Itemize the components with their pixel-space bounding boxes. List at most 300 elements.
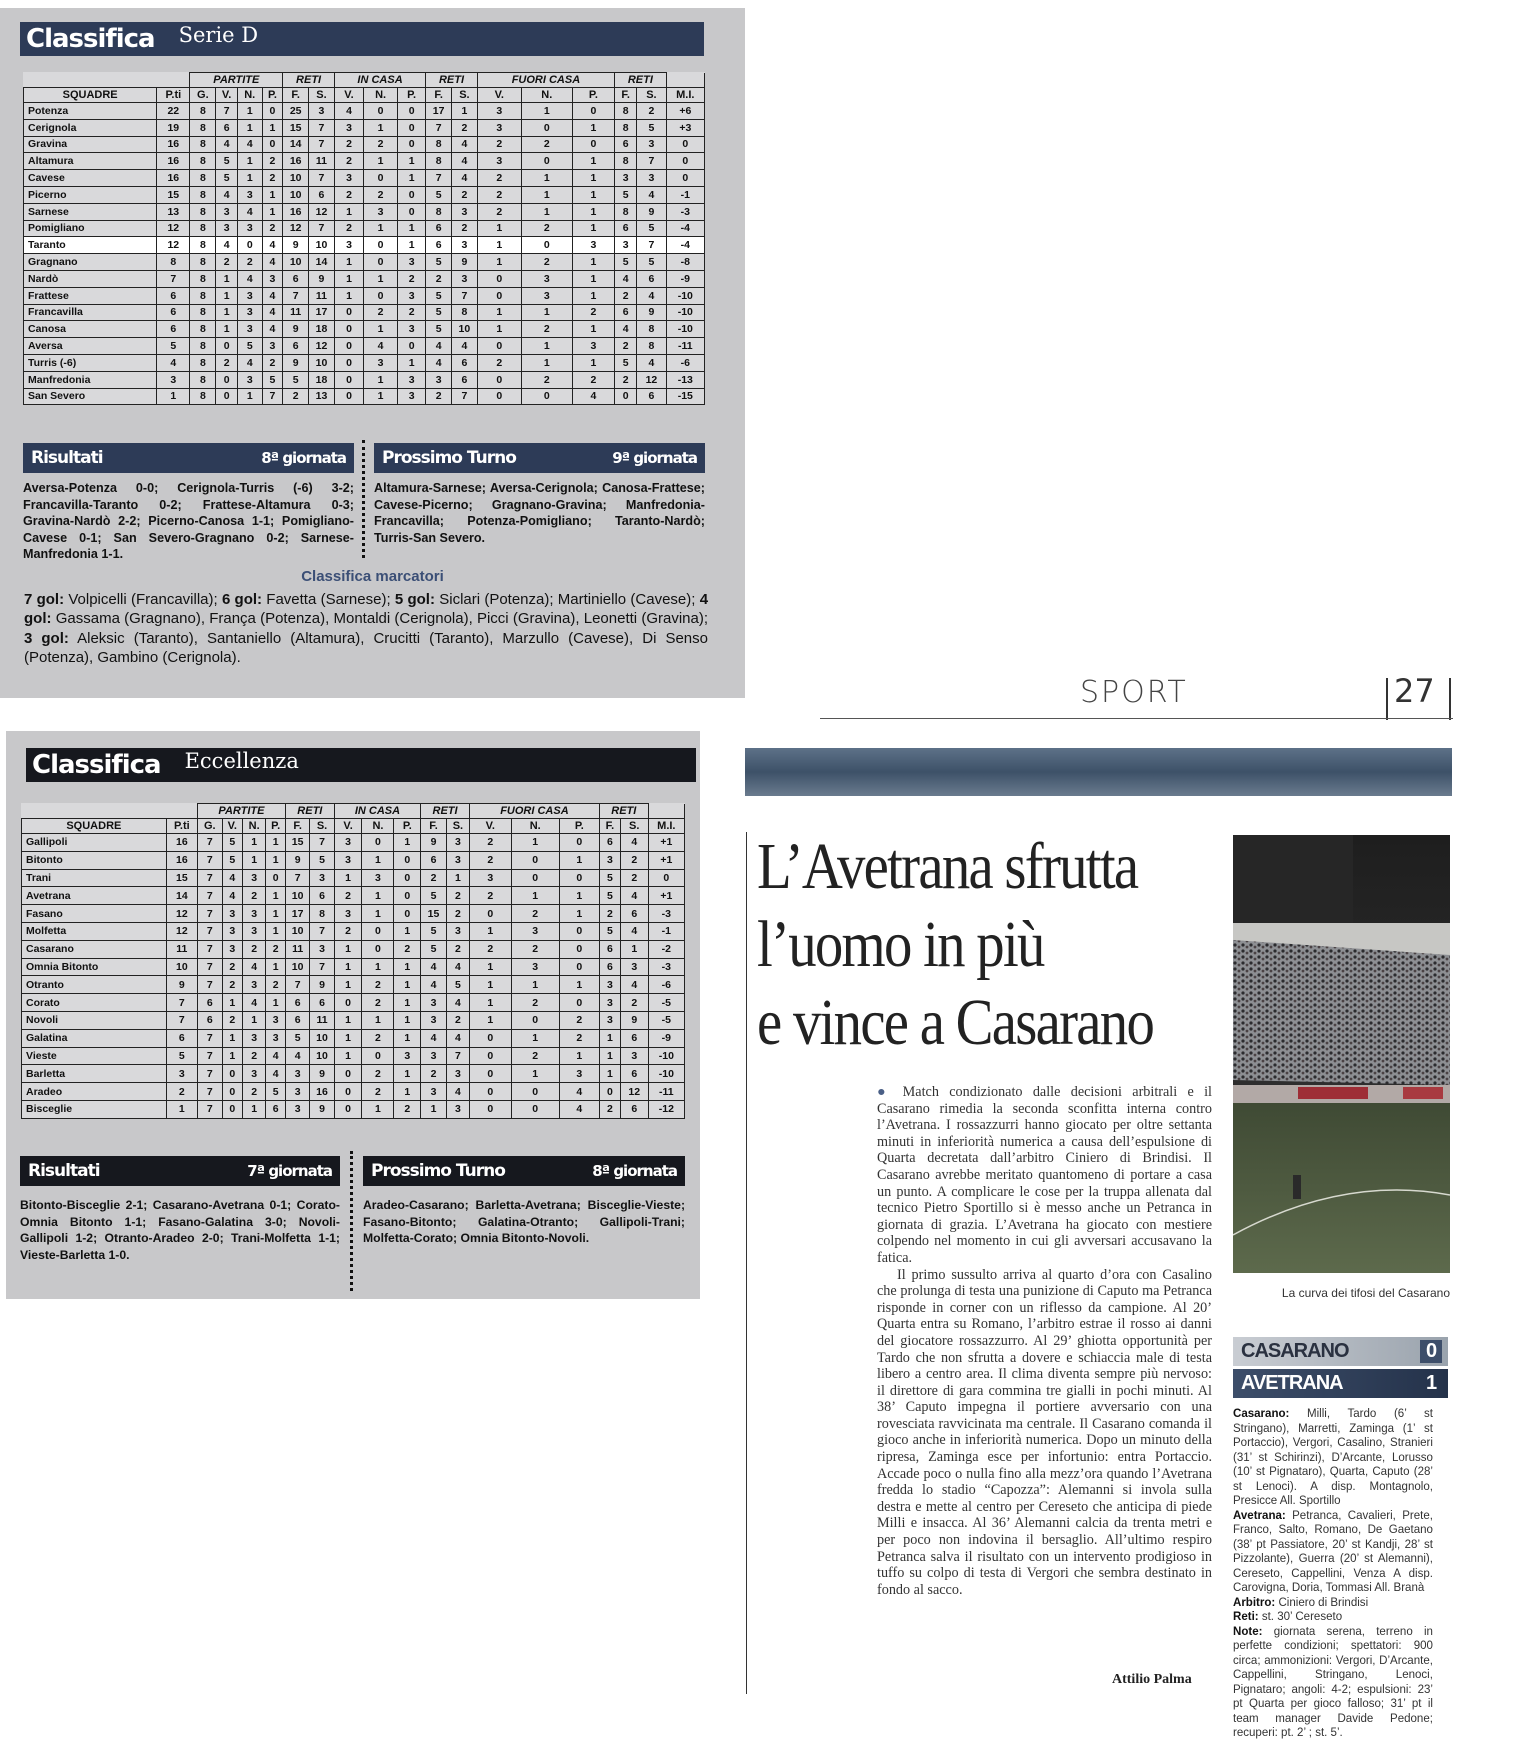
stat-cell: 2 (364, 304, 398, 321)
stat-cell: 3 (310, 869, 334, 887)
stat-cell: 0 (511, 1011, 559, 1029)
stat-cell: 6 (620, 1100, 648, 1118)
stat-cell: 3 (242, 976, 265, 994)
stat-cell: 8 (190, 203, 216, 220)
stat-cell: 3 (637, 170, 666, 187)
stat-cell: 4 (262, 321, 283, 338)
stat-cell: 1 (477, 237, 521, 254)
stat-cell: 9 (637, 304, 666, 321)
stat-cell: 9 (283, 321, 309, 338)
stat-cell: 5 (222, 834, 242, 852)
stat-cell: 7 (197, 976, 222, 994)
stat-cell: 5 (222, 851, 242, 869)
stat-cell: 8 (190, 270, 216, 287)
results-label: Risultati (31, 448, 103, 468)
team-name-cell: Aradeo (22, 1083, 167, 1101)
detail-label: Casarano: (1233, 1406, 1290, 1420)
stat-cell: 1 (521, 170, 572, 187)
stat-cell: 1 (364, 321, 398, 338)
stat-cell: 0 (334, 338, 363, 355)
stat-cell: 2 (477, 136, 521, 153)
stat-cell: 3 (511, 922, 559, 940)
stat-cell: -11 (648, 1083, 684, 1101)
stat-cell: 1 (572, 186, 614, 203)
stat-cell: 0 (648, 869, 684, 887)
stat-cell: 0 (364, 237, 398, 254)
scorer-names: Volpicelli (Francavilla); (68, 591, 218, 608)
stat-cell: 10 (310, 1047, 334, 1065)
stat-cell: 3 (572, 237, 614, 254)
stat-cell: 11 (309, 287, 335, 304)
stat-cell: 8 (157, 254, 190, 271)
stat-cell: 7 (197, 958, 222, 976)
stat-cell: 1 (334, 1047, 362, 1065)
stat-cell: 5 (615, 254, 637, 271)
stat-cell: 2 (242, 940, 265, 958)
stat-cell: 1 (394, 958, 421, 976)
stat-cell: 5 (266, 1083, 286, 1101)
stat-cell: 2 (477, 186, 521, 203)
stat-cell: 6 (283, 338, 309, 355)
stat-cell: 0 (469, 1065, 511, 1083)
stat-cell: 16 (157, 153, 190, 170)
team-name-cell: Otranto (22, 976, 167, 994)
stat-cell: 9 (285, 851, 309, 869)
headline-line: l’uomo in più (757, 908, 1044, 981)
stat-cell: 4 (446, 1083, 469, 1101)
table-row (24, 136, 705, 153)
stat-cell: 1 (334, 940, 362, 958)
stat-cell: 0 (521, 119, 572, 136)
stat-cell: -10 (666, 321, 704, 338)
table-row (22, 869, 685, 887)
stat-cell: 3 (477, 103, 521, 120)
stat-cell: -10 (648, 1047, 684, 1065)
stat-cell: -10 (666, 304, 704, 321)
stat-cell: 4 (620, 922, 648, 940)
stat-cell: 3 (521, 287, 572, 304)
column-header: P. (266, 819, 286, 834)
stat-cell: 12 (166, 922, 197, 940)
stat-cell: 0 (469, 905, 511, 923)
stat-cell: 7 (197, 851, 222, 869)
stat-cell: 4 (364, 338, 398, 355)
column-header: G. (190, 88, 216, 103)
stat-cell: 2 (477, 354, 521, 371)
stat-cell: 8 (615, 119, 637, 136)
serie-d-standings-table (23, 72, 705, 405)
stat-cell: 1 (599, 1047, 620, 1065)
stat-cell: 3 (637, 136, 666, 153)
table-row (24, 321, 705, 338)
stat-cell: 16 (283, 203, 309, 220)
stat-cell: +1 (648, 834, 684, 852)
table-row (24, 287, 705, 304)
stat-cell: 2 (334, 922, 362, 940)
team-name-cell: Bitonto (22, 851, 167, 869)
stat-cell: 2 (216, 254, 237, 271)
home-team-name: CASARANO (1241, 1340, 1349, 1362)
stat-cell: 0 (334, 1083, 362, 1101)
stat-cell: 4 (262, 304, 283, 321)
stat-cell: 16 (166, 851, 197, 869)
stat-cell: 4 (266, 1065, 286, 1083)
stat-cell: 2 (283, 388, 309, 405)
stat-cell: 12 (309, 203, 335, 220)
stat-cell: 2 (572, 304, 614, 321)
stat-cell: 6 (620, 905, 648, 923)
stat-cell: 7 (426, 170, 452, 187)
detail-label: Reti: (1233, 1609, 1259, 1623)
stat-cell: 0 (362, 834, 394, 852)
stat-cell: 0 (511, 1083, 559, 1101)
stat-cell: 13 (309, 388, 335, 405)
stat-cell: 6 (599, 940, 620, 958)
team-name-cell: Molfetta (22, 922, 167, 940)
stat-cell: 3 (421, 994, 447, 1012)
stat-cell: 1 (521, 103, 572, 120)
stat-cell: 1 (394, 1029, 421, 1047)
stat-cell: 8 (190, 354, 216, 371)
page-margin-rule (746, 832, 747, 1694)
stat-cell: 18 (309, 321, 335, 338)
stat-cell: -6 (648, 976, 684, 994)
stat-cell: 1 (620, 940, 648, 958)
stat-cell: 5 (599, 887, 620, 905)
stat-cell: 15 (157, 186, 190, 203)
column-separator (350, 1151, 353, 1291)
team-name-cell: Cavese (24, 170, 157, 187)
stat-cell: 3 (334, 851, 362, 869)
stat-cell: 1 (394, 1083, 421, 1101)
stat-cell: 1 (394, 922, 421, 940)
stat-cell: 2 (394, 1100, 421, 1118)
team-name-cell: Gragnano (24, 254, 157, 271)
stat-cell: 1 (157, 388, 190, 405)
next-round-label: Prossimo Turno (371, 1161, 505, 1181)
stat-cell: 6 (157, 287, 190, 304)
stat-cell: 7 (309, 136, 335, 153)
stat-cell: 3 (511, 958, 559, 976)
column-header: V. (216, 88, 237, 103)
stat-cell: 1 (334, 976, 362, 994)
stat-cell: 3 (285, 1100, 309, 1118)
stat-cell: 1 (521, 354, 572, 371)
column-header: F. (615, 88, 637, 103)
stat-cell: 4 (216, 136, 237, 153)
stat-cell: 3 (446, 1100, 469, 1118)
stat-cell: 0 (222, 1100, 242, 1118)
column-header: V. (222, 819, 242, 834)
stat-cell: 2 (222, 958, 242, 976)
stat-cell: 9 (283, 354, 309, 371)
stat-cell: 1 (362, 958, 394, 976)
team-name-cell: Gravina (24, 136, 157, 153)
stat-cell: 18 (309, 371, 335, 388)
stat-cell: 7 (166, 994, 197, 1012)
stat-cell: 2 (426, 388, 452, 405)
stat-cell: 3 (157, 371, 190, 388)
team-name-cell: Frattese (24, 287, 157, 304)
stat-cell: 8 (615, 153, 637, 170)
column-header: N. (521, 88, 572, 103)
column-header: SQUADRE (22, 819, 167, 834)
stat-cell: 1 (266, 958, 286, 976)
stat-cell: 2 (559, 1029, 599, 1047)
stat-cell: -4 (666, 237, 704, 254)
stat-cell: 3 (222, 905, 242, 923)
stat-cell: -15 (666, 388, 704, 405)
photo-caption: La curva dei tifosi del Casarano (1281, 1286, 1450, 1300)
group-header: RETI (421, 804, 470, 819)
column-header: N. (364, 88, 398, 103)
stat-cell: 5 (283, 371, 309, 388)
next-round-text: Altamura-Sarnese; Aversa-Cerignola; Canosa-Frattese; Cavese-Picerno; Gragnano-Gravina; Manfredonia-Francavilla; Potenza-Pomigliano; Taranto-Nardò; Turris-San Severo. (374, 481, 705, 545)
stat-cell: 1 (477, 254, 521, 271)
classifica-title: Classifica (32, 750, 161, 780)
stat-cell: 4 (262, 287, 283, 304)
stat-cell: 7 (285, 869, 309, 887)
table-row (22, 940, 685, 958)
stat-cell: 1 (262, 119, 283, 136)
home-team-row (1233, 1337, 1448, 1366)
team-name-cell: Gallipoli (22, 834, 167, 852)
stat-cell: 9 (421, 834, 447, 852)
stat-cell: 22 (157, 103, 190, 120)
stat-cell: 2 (477, 170, 521, 187)
stat-cell: 2 (521, 220, 572, 237)
stat-cell: 1 (521, 338, 572, 355)
column-header-row (24, 88, 705, 103)
stat-cell: 1 (469, 1011, 511, 1029)
stat-cell: 2 (364, 136, 398, 153)
stat-cell: 4 (452, 153, 478, 170)
stat-cell: 4 (620, 887, 648, 905)
stat-cell: 14 (166, 887, 197, 905)
team-name-cell: Casarano (22, 940, 167, 958)
stat-cell: 7 (197, 1100, 222, 1118)
stat-cell: -3 (648, 905, 684, 923)
stat-cell: 1 (572, 254, 614, 271)
stat-cell: 10 (285, 887, 309, 905)
stat-cell: 4 (266, 1047, 286, 1065)
stat-cell: 1 (364, 371, 398, 388)
stat-cell: 6 (197, 994, 222, 1012)
stat-cell: 1 (242, 1100, 265, 1118)
stat-cell: 6 (283, 270, 309, 287)
stat-cell: 6 (166, 1029, 197, 1047)
stat-cell: 0 (334, 371, 363, 388)
stat-cell: 8 (615, 203, 637, 220)
team-name-cell: Sarnese (24, 203, 157, 220)
stat-cell: 4 (216, 237, 237, 254)
stat-cell: 2 (362, 994, 394, 1012)
team-name-cell: Omnia Bitonto (22, 958, 167, 976)
stat-cell: 3 (334, 237, 363, 254)
stat-cell: 2 (362, 1029, 394, 1047)
stat-cell: 2 (469, 940, 511, 958)
table-row (22, 1083, 685, 1101)
stat-cell: 3 (266, 1011, 286, 1029)
stat-cell: 0 (362, 940, 394, 958)
group-header: RETI (615, 73, 667, 88)
stat-cell: 1 (572, 203, 614, 220)
stat-cell: 4 (559, 1100, 599, 1118)
next-round-number: 8ª giornata (592, 1162, 677, 1180)
stat-cell: 0 (559, 869, 599, 887)
classifica-title: Classifica (26, 24, 155, 54)
stat-cell: 3 (599, 1011, 620, 1029)
stat-cell: 1 (521, 304, 572, 321)
scorer-goals: 5 gol: (394, 591, 435, 608)
stat-cell: 1 (452, 103, 478, 120)
stat-cell: 6 (620, 1029, 648, 1047)
stat-cell: 6 (615, 136, 637, 153)
stat-cell: 3 (426, 371, 452, 388)
stat-cell: 3 (599, 976, 620, 994)
stat-cell: 0 (362, 922, 394, 940)
stat-cell: 2 (452, 220, 478, 237)
stat-cell: 7 (197, 834, 222, 852)
column-header: N. (362, 819, 394, 834)
stat-cell: 1 (559, 1047, 599, 1065)
stat-cell: 4 (637, 186, 666, 203)
column-header: S. (310, 819, 334, 834)
scorer-goals: 4 gol: (24, 591, 709, 628)
stat-cell: 8 (190, 304, 216, 321)
stat-cell: -4 (666, 220, 704, 237)
stat-cell: 3 (446, 922, 469, 940)
scorer-goals: 6 gol: (221, 591, 263, 608)
stat-cell: 2 (620, 994, 648, 1012)
stat-cell: -3 (666, 203, 704, 220)
team-name-cell: Cerignola (24, 119, 157, 136)
stat-cell: 2 (615, 371, 637, 388)
team-name-cell: Vieste (22, 1047, 167, 1065)
stat-cell: 1 (364, 153, 398, 170)
stat-cell: 0 (262, 136, 283, 153)
stat-cell: 0 (559, 834, 599, 852)
league-name: Serie D (178, 23, 259, 47)
scorer-goals: 7 gol: (24, 591, 65, 608)
stat-cell: 1 (511, 834, 559, 852)
stat-cell: 8 (426, 203, 452, 220)
stat-cell: 0 (216, 388, 237, 405)
stat-cell: 3 (237, 321, 262, 338)
decorative-stripe (745, 748, 1452, 796)
column-header: G. (197, 819, 222, 834)
page-number: 27 (1394, 672, 1435, 710)
stat-cell: 7 (310, 834, 334, 852)
stat-cell: 3 (285, 1065, 309, 1083)
stat-cell: 5 (637, 254, 666, 271)
table-row (22, 1100, 685, 1118)
stat-cell: 3 (242, 905, 265, 923)
stat-cell: 4 (242, 958, 265, 976)
stat-cell: 8 (190, 186, 216, 203)
stat-cell: 5 (637, 119, 666, 136)
stat-cell: -9 (666, 270, 704, 287)
stat-cell: 1 (469, 958, 511, 976)
stat-cell: 8 (190, 321, 216, 338)
detail-text: Milli, Tardo (6’ st Stringano), Marretti, Zaminga (1’ st Portaccio), Vergori, Casalino, Stranieri (31’ st Schirinzi), D’Arcante, Lorusso (10’ st Pignataro), Quarta, Caputo (28’ st Lenoci). A disp. Montagnolo, Presicce All. Sportillo (1233, 1406, 1433, 1507)
article-author: Attilio Palma (1112, 1672, 1192, 1687)
stat-cell: 3 (242, 1065, 265, 1083)
stat-cell: 16 (310, 1083, 334, 1101)
stat-cell: 8 (426, 153, 452, 170)
stat-cell: 6 (216, 119, 237, 136)
stat-cell: 15 (421, 905, 447, 923)
stat-cell: 3 (334, 834, 362, 852)
eccellenza-standings-table (21, 803, 685, 1119)
stat-cell: 1 (398, 170, 426, 187)
stat-cell: 6 (266, 1100, 286, 1118)
stat-cell: 1 (262, 203, 283, 220)
column-header: V. (469, 819, 511, 834)
stat-cell: 2 (334, 153, 363, 170)
stat-cell: 5 (426, 186, 452, 203)
stat-cell: 9 (283, 237, 309, 254)
stat-cell: 7 (262, 388, 283, 405)
stat-cell: 2 (242, 887, 265, 905)
stat-cell: 4 (421, 958, 447, 976)
stat-cell: 5 (216, 170, 237, 187)
stat-cell: 3 (216, 220, 237, 237)
league-name: Eccellenza (184, 749, 299, 773)
away-team-name: AVETRANA (1241, 1372, 1343, 1394)
team-name-cell: Canosa (24, 321, 157, 338)
stat-cell: 3 (446, 1065, 469, 1083)
stat-cell: 7 (166, 1011, 197, 1029)
page-number-rule (1386, 678, 1388, 720)
stat-cell: 8 (426, 136, 452, 153)
scorer-names: Gassama (Gragnano), França (Potenza), Montaldi (Cerignola), Picci (Gravina), Leonetti (Gravina); (55, 610, 709, 628)
stat-cell: 17 (309, 304, 335, 321)
stat-cell: 12 (637, 371, 666, 388)
stat-cell: 8 (190, 153, 216, 170)
stat-cell: 9 (166, 976, 197, 994)
stat-cell: 17 (285, 905, 309, 923)
stat-cell: 8 (190, 388, 216, 405)
stat-cell: 2 (242, 1083, 265, 1101)
stat-cell: 1 (334, 1011, 362, 1029)
stat-cell: 0 (572, 136, 614, 153)
column-header: S. (637, 88, 666, 103)
stat-cell: 2 (394, 940, 421, 958)
table-row (22, 1065, 685, 1083)
stat-cell: 2 (398, 270, 426, 287)
stat-cell: 12 (283, 220, 309, 237)
stat-cell: 1 (237, 388, 262, 405)
stat-cell: 7 (285, 976, 309, 994)
stat-cell: 4 (446, 994, 469, 1012)
stat-cell: 3 (309, 103, 335, 120)
stat-cell: +3 (666, 119, 704, 136)
column-header: N. (237, 88, 262, 103)
stat-cell: 2 (599, 905, 620, 923)
stat-cell: 3 (242, 1029, 265, 1047)
stat-cell: 6 (310, 994, 334, 1012)
stat-cell: 19 (157, 119, 190, 136)
stat-cell: 1 (237, 170, 262, 187)
stat-cell: 3 (398, 388, 426, 405)
stat-cell: 5 (310, 851, 334, 869)
detail-text: Ciniero di Brindisi (1278, 1594, 1369, 1609)
stat-cell: 3 (394, 1047, 421, 1065)
stat-cell: 15 (283, 119, 309, 136)
stat-cell: 1 (477, 220, 521, 237)
stat-cell: 5 (599, 869, 620, 887)
